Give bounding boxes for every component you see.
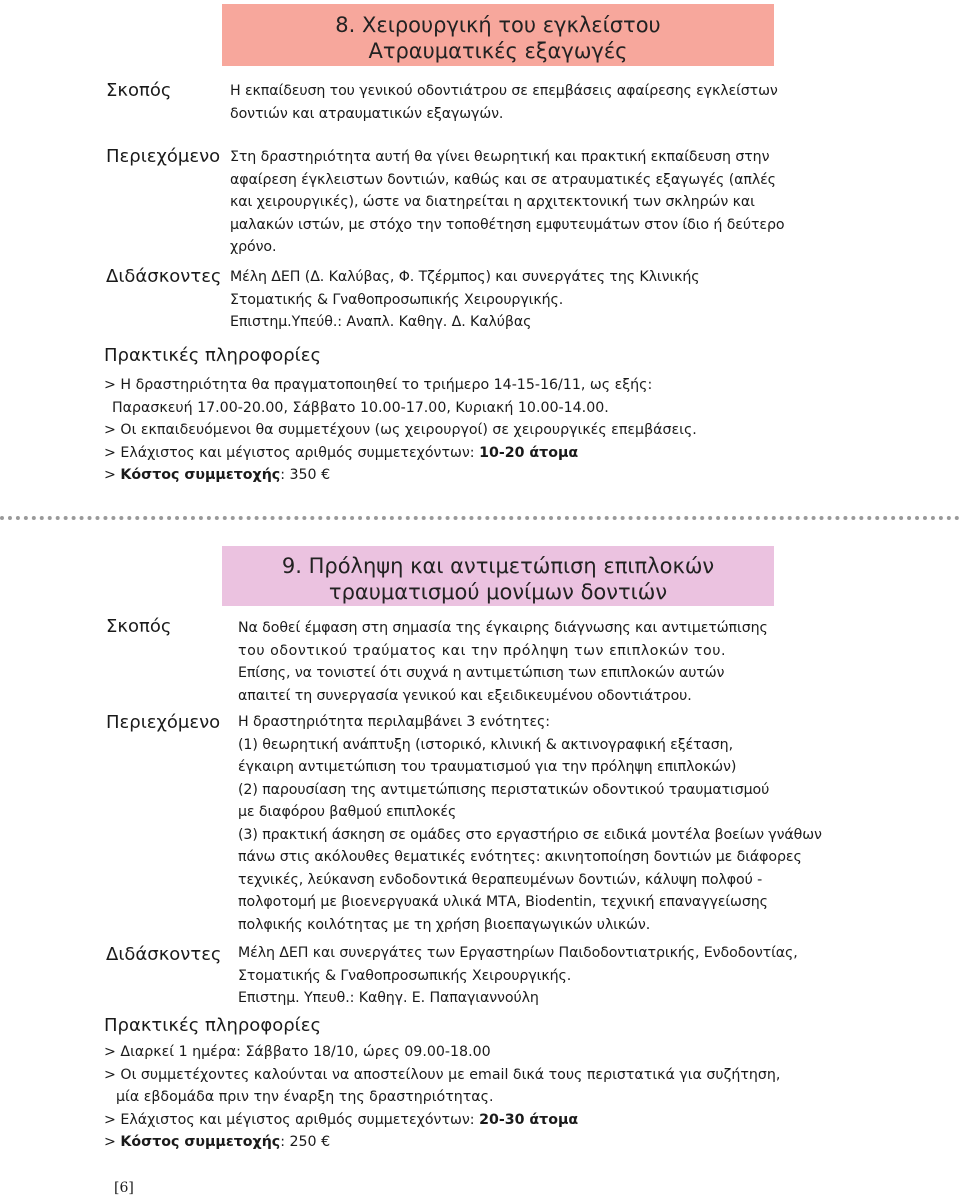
section8-content-line: και χειρουργικές), ώστε να διατηρείται η αρχιτεκτονική των σκληρών και — [230, 194, 755, 210]
section8-info-heading: Πρακτικές πληροφορίες — [104, 345, 322, 366]
section8-content-line: Στη δραστηριότητα αυτή θα γίνει θεωρητική και πρακτική εκπαίδευση στην — [230, 149, 770, 165]
section8-cost-prefix: > — [104, 467, 121, 483]
section9-teachers-line: Επιστημ. Υπευθ.: Καθηγ. Ε. Παπαγιαννούλη — [238, 990, 539, 1006]
section9-scope-line: Να δοθεί έμφαση στη σημασία της έγκαιρης διάγνωσης και αντιμετώπισης — [238, 620, 768, 636]
section8-info-line — [104, 442, 697, 465]
section9-participants-label: > Ελάχιστος και μέγιστος αριθμός συμμετεχόντων: — [104, 1111, 480, 1128]
section8-info-line: Παρασκευή 17.00-20.00, Σάββατο 10.00-17.00, Κυριακή 10.00-14.00. — [112, 399, 609, 416]
section9-cost-prefix: > — [104, 1134, 121, 1150]
section9-scope-line: του οδοντικού τραύματος και την πρόληψη των επιπλοκών του. — [238, 642, 727, 659]
section8-title-line1: 8. Χειρουργική του εγκλείστου — [335, 13, 661, 37]
section9-content-line: (2) παρουσίαση της αντιμετώπισης περιστατικών οδοντικού τραυματισμού — [238, 781, 770, 798]
section8-scope-line: Η εκπαίδευση του γενικού οδοντιάτρου σε επεμβάσεις αφαίρεσης εγκλείστων — [230, 83, 778, 99]
section8-info-line: > Η δραστηριότητα θα πραγματοποιηθεί το τριήμερο 14-15-16/11, ως εξής: — [104, 377, 653, 393]
section8-content-line: αφαίρεση έγκλειστων δοντιών, καθώς και σε ατραυματικές εξαγωγές (απλές — [230, 171, 776, 188]
section9-teachers-line: Μέλη ΔΕΠ και συνεργάτες των Εργαστηρίων Παιδοδοντιατρικής, Ενδοδοντίας, — [238, 945, 798, 961]
section8-content-line: μαλακών ιστών, με στόχο την τοποθέτηση εμφυτευμάτων στον ίδιο ή δεύτερο — [230, 216, 785, 233]
section8-info-line: > Οι εκπαιδευόμενοι θα συμμετέχουν (ως χειρουργοί) σε χειρουργικές επεμβάσεις. — [104, 422, 697, 438]
section9-scope-text — [238, 617, 768, 707]
section9-content-line: έγκαιρη αντιμετώπιση του τραυματισμού για την πρόληψη επιπλοκών) — [238, 759, 737, 775]
section9-info-line — [104, 1131, 780, 1154]
section8-scope-text — [230, 80, 778, 125]
page-number: [6] — [114, 1180, 134, 1196]
section8-title-line2: Ατραυματικές εξαγωγές — [368, 39, 628, 63]
section9-scope-line: Επίσης, να τονιστεί ότι συχνά η αντιμετώπιση των επιπλοκών αυτών — [238, 665, 725, 681]
section8-scope-label: Σκοπός — [106, 80, 172, 101]
section9-content-line: (3) πρακτική άσκηση σε ομάδες στο εργαστήριο σε ειδικά μοντέλα βοείων γνάθων — [238, 826, 822, 843]
section9-info-heading: Πρακτικές πληροφορίες — [104, 1015, 322, 1036]
section8-participants-label: > Ελάχιστος και μέγιστος αριθμός συμμετεχόντων: — [104, 444, 480, 461]
section8-teachers-label: Διδάσκοντες — [106, 266, 222, 287]
section8-teachers-text — [230, 266, 700, 334]
section9-content-line: τεχνικές, λεύκανση ενδοδοντικά θεραπευμένων δοντιών, κάλυψη πολφού - — [238, 871, 763, 888]
section9-content-line: (1) θεωρητική ανάπτυξη (ιστορικό, κλινική & ακτινογραφική εξέταση, — [238, 736, 733, 753]
section9-info-list — [104, 1041, 780, 1154]
section9-cost-value: : 250 € — [280, 1134, 331, 1150]
section9-content-line: πάνω στις ακόλουθες θεματικές ενότητες: ακινητοποίηση δοντιών με διάφορες — [238, 849, 802, 865]
section8-teachers-line: Στοματικής & Γναθοπροσωπικής Χειρουργικής. — [230, 291, 564, 308]
section9-content-label: Περιεχόμενο — [106, 712, 221, 733]
section9-title-line2: τραυματισμού μονίμων δοντιών — [328, 580, 668, 604]
section9-info-line: > Διαρκεί 1 ημέρα: Σάββατο 18/10, ώρες 09.00-18.00 — [104, 1044, 491, 1060]
section8-info-line — [104, 464, 697, 487]
section9-teachers-line: Στοματικής & Γναθοπροσωπικής Χειρουργικής. — [238, 967, 572, 984]
section8-content-text — [230, 146, 784, 259]
section9-content-line: πολφοτομή με βιοενεργυακά υλικά ΜΤΑ, Biodentin, τεχνική επαναγγείωσης — [238, 894, 768, 910]
section8-teachers-line: Επιστημ.Υπεύθ.: Αναπλ. Καθηγ. Δ. Καλύβας — [230, 314, 532, 330]
section9-title-box — [222, 546, 774, 606]
section8-cost-label: Κόστος συμμετοχής — [120, 467, 281, 483]
section8-cost-value: : 350 € — [280, 467, 331, 483]
section8-participants-value: 10-20 άτομα — [479, 444, 579, 461]
section9-content-line: πολφικής κοιλότητας με τη χρήση βιοεπαγωγικών υλικών. — [238, 916, 651, 933]
section9-info-line — [104, 1109, 780, 1132]
section9-content-line: Η δραστηριότητα περιλαμβάνει 3 ενότητες: — [238, 714, 550, 730]
section8-content-line: χρόνο. — [230, 239, 277, 255]
section-divider — [0, 516, 960, 520]
section9-cost-label: Κόστος συμμετοχής — [120, 1134, 281, 1150]
section9-teachers-label: Διδάσκοντες — [106, 944, 222, 965]
section8-scope-line: δοντιών και ατραυματικών εξαγωγών. — [230, 105, 504, 122]
section8-teachers-line: Μέλη ΔΕΠ (Δ. Καλύβας, Φ. Τζέρμπος) και συνεργάτες της Κλινικής — [230, 269, 700, 285]
section9-scope-line: απαιτεί τη συνεργασία γενικού και εξειδικευμένου οδοντιάτρου. — [238, 687, 692, 704]
section9-info-line: μία εβδομάδα πριν την έναρξη της δραστηριότητας. — [116, 1089, 494, 1105]
section9-participants-value: 20-30 άτομα — [479, 1111, 579, 1128]
section9-scope-label: Σκοπός — [106, 616, 172, 637]
section9-teachers-text — [238, 942, 798, 1010]
section9-content-line: με διαφόρου βαθμού επιπλοκές — [238, 804, 457, 820]
section8-title-box — [222, 4, 774, 66]
section8-content-label: Περιεχόμενο — [106, 146, 221, 167]
section9-info-line: > Οι συμμετέχοντες καλούνται να αποστείλουν με email δικά τους περιστατικά για συζήτηση, — [104, 1066, 781, 1083]
section9-content-text — [238, 711, 822, 936]
section9-title-line1: 9. Πρόληψη και αντιμετώπιση επιπλοκών — [281, 554, 715, 578]
section8-info-list — [104, 374, 697, 487]
